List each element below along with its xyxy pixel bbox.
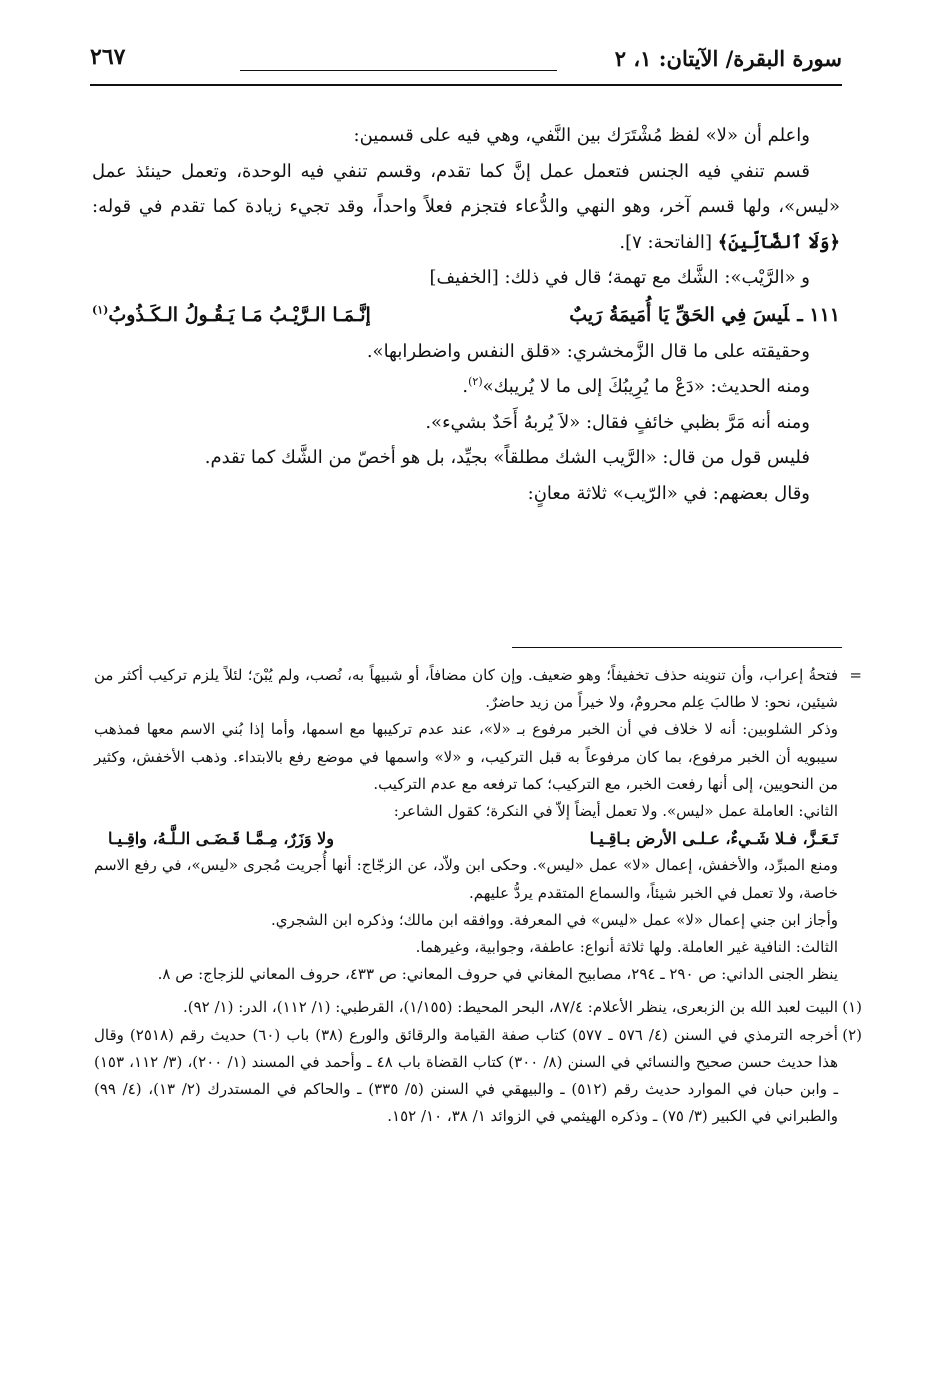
- paragraph-7: فليس قول من قال: «الرَّيب الشك مطلقاً» بجيِّد، بل هو أخصّ من الشَّك كما تقدم.: [204, 447, 810, 468]
- poetry-number: ١١١ ـ: [797, 303, 840, 326]
- note-paragraph-7-text: ينظر الجنى الداني: ص ٢٩٠ ـ ٢٩٤، مصابيح المغاني في حروف المعاني: ص ٤٣٣، حروف المعاني للزجاج: ص ٨.: [157, 965, 838, 984]
- footnote-2-text: أخرجه الترمذي في السنن (٤/ ٥٧٦ ـ ٥٧٧) كتاب صفة القيامة والرقائق والورع (٣٨) باب (٦٠) حديث رقم (٢٥١٨) وقال هذا حديث حسن صحيح والنسائي في السنن (٨/ ٣٠٠) كتاب القضاة باب ٤٨ ـ وأحمد في المسند (١/ ٢٠٠)، (٣/ ١١٢، ١٥٣) ـ وابن حبان في الموارد حديث رقم (٥١٢) ـ والبيهقي في السنن (٥/ ٣٣٥) ـ والحاكم في المستدرك (٢/ ١٣)، (٤/ ٩٩) والطبراني في الكبير (٣/ ٧٥) ـ وذكره الهيثمي في الزوائد ١/ ٣٨، ١٠/ ١٥٢.: [94, 1025, 838, 1126]
- note-hemistich-1: تَـعَـزَّ، فـلا شَـيءٌ، عـلـى الأرض بـاقِـيـا: [589, 829, 838, 849]
- paragraph-2: [92, 154, 840, 261]
- hemistich-1-text: لَيسَ فِي الحَقِّ يَا أُمَيمَةُ رَيبٌ: [569, 303, 790, 326]
- footnote-1-text: البيت لعبد الله بن الزبعرى، ينظر الأعلام: ٨٧/٤، البحر المحيط: (١/١٥٥)، القرطبي: (١/ ١١٢)، الدر: (١/ ٩٢).: [182, 998, 838, 1017]
- footnote-ref-2: (٢): [468, 375, 483, 388]
- page-number: ٢٦٧: [90, 44, 126, 70]
- note-continued-text: فتحةُ إعراب، وأن تنوينه حذف تخفيفاً؛ وهو ضعيف. وإن كان مضافاً، أو شبيهاً به، نُصب، ولم يُبْنَ؛ لئلاً يلزم تركيب أكثر من شيئين، نحو: لا طالبَ عِلم محرومٌ، ولا خيراً من زيد حاضرٌ.: [94, 666, 838, 712]
- paragraph-3: و «الرَّيْب»: الشَّك مع تهمة؛ قال في ذلك: [الخفيف]: [429, 267, 810, 288]
- footnote-2: [94, 1022, 862, 1131]
- continuation-mark: =: [849, 666, 862, 684]
- note-paragraph-2: [94, 716, 862, 798]
- note-paragraph-3-text: الثاني: العاملة عمل «ليس». ولا تعمل أيضاً إلاّ في النكرة؛ كقول الشاعر:: [393, 802, 838, 821]
- footnote-ref-1: (١): [92, 303, 109, 317]
- note-paragraph-6: [94, 934, 862, 961]
- note-poetry-line: [94, 825, 862, 852]
- hemistich-2-text: إنَّـمَـا الـرَّيْـبُ مَـا يَـقُـولُ الـكَـذُوبُ: [108, 303, 371, 326]
- poetry-line: [92, 296, 840, 334]
- note-paragraph-2-text: وذكر الشلوبين: أنه لا خلاف في أن الخبر مرفوع بـ «لا»، عند عدم تركيبها مع اسمها، وأما إذا بُني الاسم معها فمذهب سيبويه أن الخبر مرفوع، بما كان مرفوعاً به قبل التركيب، و «لا» واسمها في موضع رفع بالابتداء. وذهب الأخفش، وكثير من النحويين، إلى أنها رفعت الخبر، مع التركيب؛ كما ترفعه مع عدم التركيب.: [94, 720, 838, 793]
- header-leader-line: [240, 70, 557, 71]
- footnote-1-marker: (١): [842, 998, 862, 1017]
- footnote-separator: [512, 647, 842, 648]
- note-paragraph-4-text: ومنع المبرِّد، والأخفش، إعمال «لا» عمل «ليس». وحكى ابن ولاّد، عن الزجّاج: أنها أُجريت مُجرى «ليس»، في رفع الاسم خاصة، ولا تعمل في الخبر شيئاً، والسماع المتقدم يردُّ عليهم.: [94, 856, 838, 902]
- note-paragraph-7: [94, 961, 862, 988]
- note-hemistich-2: ولا وَزَرٌ، مِـمَّـا قَـضَـى الـلَّـهُ، واقِـيـا: [108, 829, 334, 849]
- paragraph-2-text: قسم تنفي فيه الجنس فتعمل عمل إنَّ كما تقدم، وقسم تنفي فيه الوحدة، وتعمل حينئذ عمل «ليس»، ولها قسم آخر، وهو النهي والدُّعاء فتجزم فعلاً واحداً، وقد تجيء زيادة كما تقدم في قوله:: [92, 160, 840, 217]
- footnote-1: [94, 994, 862, 1021]
- poetry-second-hemistich: [92, 296, 371, 334]
- footnotes: [94, 662, 862, 1130]
- note-paragraph-6-text: الثالث: النافية غير العاملة. ولها ثلاثة أنواع: عاطفة، وجوابية، وغيرهما.: [415, 938, 838, 957]
- paragraph-8: وقال بعضهم: في «الرّيب» ثلاثة معانٍ:: [527, 482, 810, 504]
- paragraph-5: ومنه الحديث: «دَعْ ما يُرِيبُكَ إلى ما لا يُريبك»$^{(٢)}$.: [462, 375, 810, 397]
- note-paragraph-4: [94, 852, 862, 906]
- poetry-first-hemistich: [569, 296, 840, 334]
- note-paragraph-5-text: وأجاز ابن جني إعمال «لا» عمل «ليس» في المعرفة. ووافقه ابن مالك؛ وذكره ابن الشجري.: [271, 910, 838, 929]
- note-continued: [94, 662, 862, 716]
- note-paragraph-5: [94, 907, 862, 934]
- paragraph-6: ومنه أنه مَرَّ بظبي خائفٍ فقال: «لاَ يُربهُ أَحَدٌ بشيء».: [425, 411, 810, 433]
- verse-reference: [الفاتحة: ٧].: [619, 231, 712, 253]
- running-title: سورة البقرة/ الآيتان: ١، ٢: [614, 46, 842, 71]
- note-paragraph-3: [94, 798, 862, 825]
- header-rule: [90, 84, 842, 86]
- paragraph-1: واعلم أن «لا» لفظ مُشْتَرَك بين النَّفي، وهي فيه على قسمين:: [353, 125, 810, 146]
- paragraph-4: وحقيقته على ما قال الزَّمخشري: «قلق النفس واضطرابها».: [366, 340, 810, 362]
- quran-verse: ﴿وَلَا ٱلضَّآلِّينَ﴾: [717, 231, 840, 253]
- paragraph-5-text: ومنه الحديث: «دَعْ ما يُرِيبُكَ إلى ما لا يُريبك»: [482, 376, 810, 397]
- main-text: [92, 118, 840, 511]
- page-header: [90, 38, 842, 84]
- footnote-2-marker: (٢): [842, 1025, 862, 1044]
